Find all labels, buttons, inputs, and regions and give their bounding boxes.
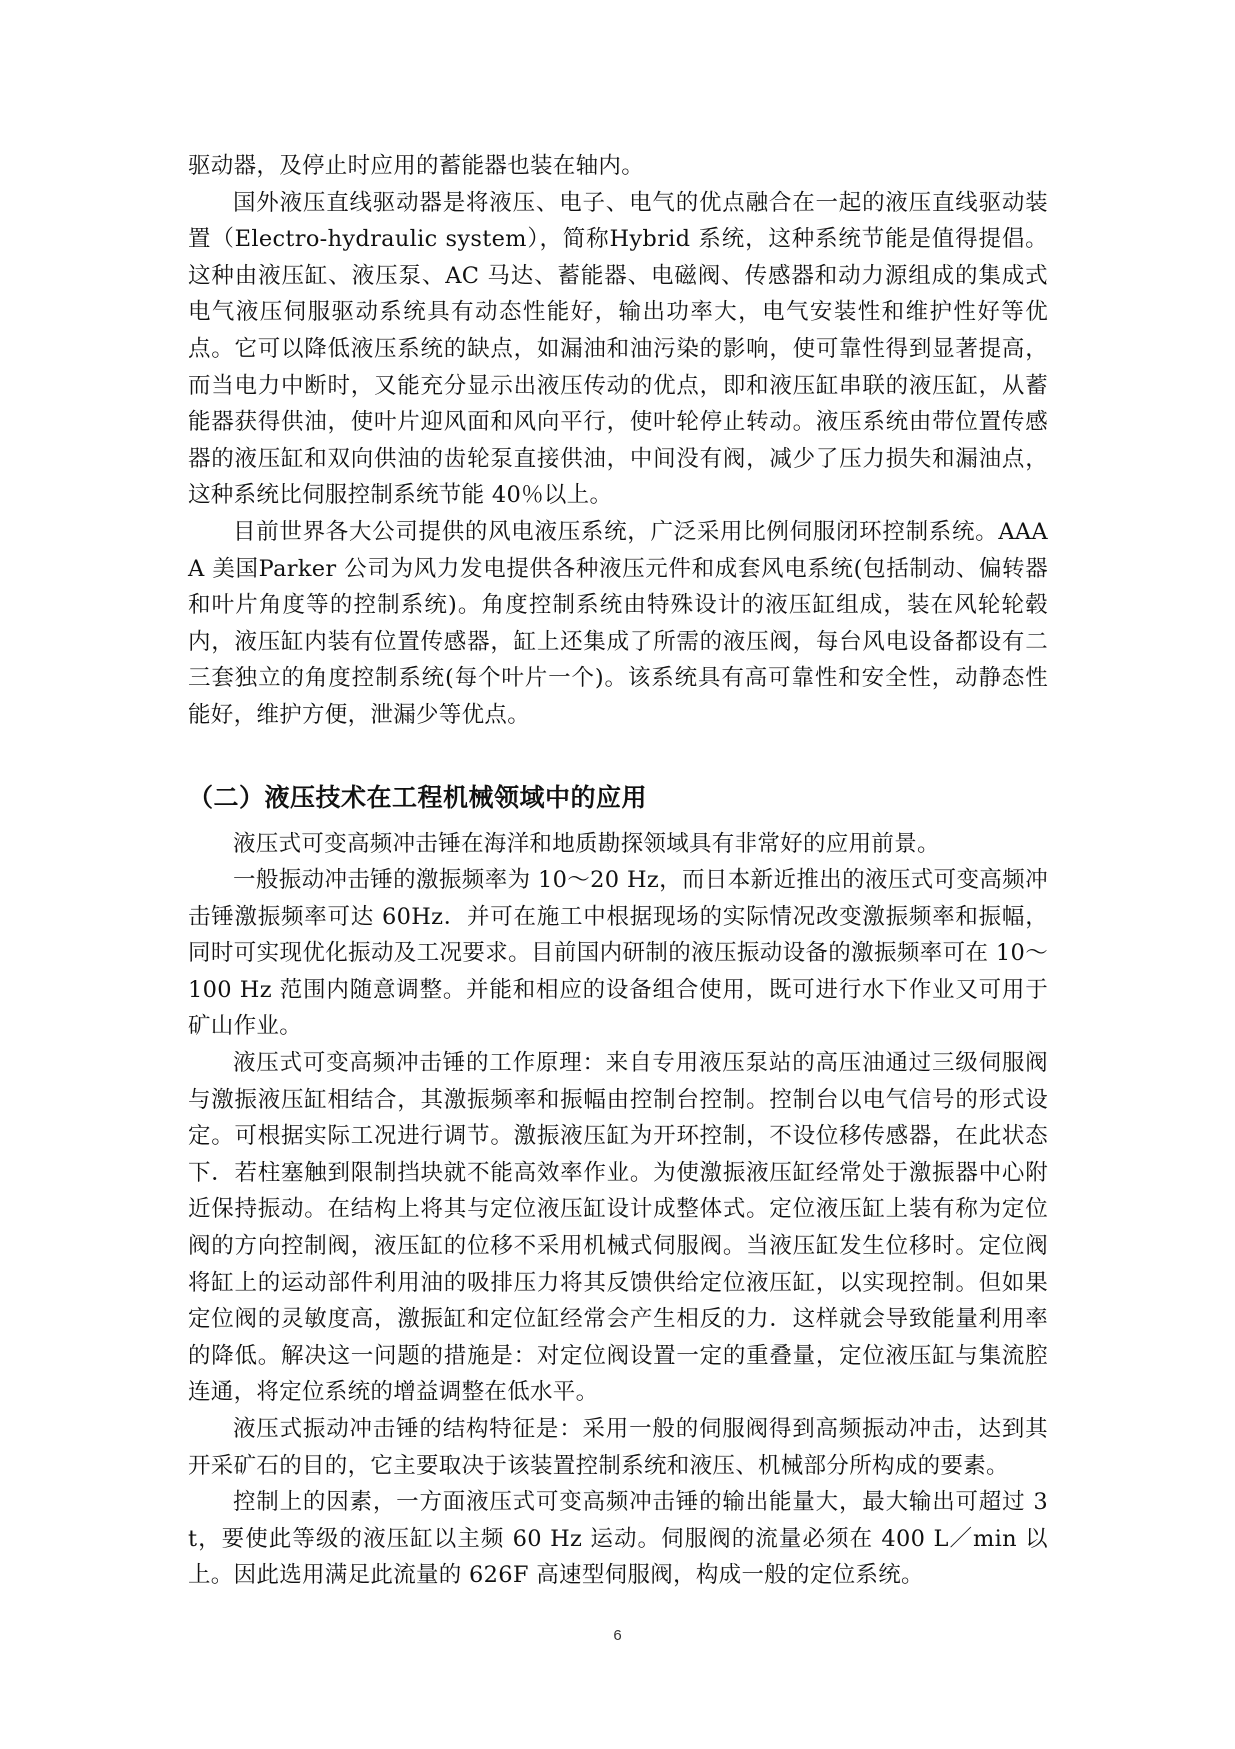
paragraph-structure: 液压式振动冲击锤的结构特征是：采用一般的伺服阀得到高频振动冲击，达到其开采矿石的目的，它主要取决于该装置控制系统和液压、机械部分所构成的要素。 [188, 1416, 1048, 1479]
paragraph-working-principle: 液压式可变高频冲击锤的工作原理：来自专用液压泵站的高压油通过三级伺服阀与激振液压缸相结合，其激振频率和振幅由控制台控制。控制台以电气信号的形式设定。可根据实际工况进行调节。激振液压缸为开环控制，不设位移传感器，在此状态下．若柱塞触到限制挡块就不能高效率作业。为使激振液压缸经常处于激振器中心附近保持振动。在结构上将其与定位液压缸设计成整体式。定位液压缸上装有称为定位阀的方向控制阀，液压缸的位移不采用机械式伺服阀。当液压缸发生位移时。定位阀将缸上的运动部件利用油的吸排压力将其反馈供给定位液压缸，以实现控制。但如果定位阀的灵敏度高，激振缸和定位缸经常会产生相反的力．这样就会导致能量利用率的降低。解决这一问题的措施是：对定位阀设置一定的重叠量，定位液压缸与集流腔连通，将定位系统的增益调整在低水平。 [188, 1050, 1048, 1406]
paragraph-continuation: 驱动器，及停止时应用的蓄能器也装在轴内。 [188, 153, 645, 179]
page-content [188, 148, 1048, 1594]
paragraph-control-factors: 控制上的因素，一方面液压式可变高频冲击锤的输出能量大，最大输出可超过 3 t，要使此等级的液压缸以主频 60 Hz 运动。伺服阀的流量必须在 400 L／min 以上。因此选用满足此流量的 626F 高速型伺服阀，构成一般的定位系统。 [188, 1489, 1048, 1589]
paragraph-hybrid-system: 国外液压直线驱动器是将液压、电子、电气的优点融合在一起的液压直线驱动装置（Electro-hydraulic system），简称Hybrid 系统，这种系统节能是值得提倡。这种由液压缸、液压泵、AC 马达、蓄能器、电磁阀、传感器和动力源组成的集成式电气液压伺服驱动系统具有动态性能好，输出功率大，电气安装性和维护性好等优点。它可以降低液压系统的缺点，如漏油和油污染的影响，使可靠性得到显著提高，而当电力中断时，又能充分显示出液压传动的优点，即和液压缸串联的液压缸，从蓄能器获得供油，使叶片迎风面和风向平行，使叶轮停止转动。液压系统由带位置传感器的液压缸和双向供油的齿轮泵直接供油，中间没有阀，减少了压力损失和漏油点，这种系统比伺服控制系统节能 40％以上。 [188, 189, 1048, 509]
section-heading: （二）液压技术在工程机械领域中的应用 [188, 782, 648, 812]
paragraph-wind-power: 目前世界各大公司提供的风电液压系统，广泛采用比例伺服闭环控制系统。AAAA 美国Parker 公司为风力发电提供各种液压元件和成套风电系统(包括制动、偏转器和叶片角度等的控制系统)。角度控制系统由特殊设计的液压缸组成，装在风轮轮毂内，液压缸内装有位置传感器，缸上还集成了所需的液压阀，每台风电设备都设有二三套独立的角度控制系统(每个叶片一个)。该系统具有高可靠性和安全性，动静态性能好，维护方便，泄漏少等优点。 [188, 518, 1048, 728]
paragraph-frequency: 一般振动冲击锤的激振频率为 10～20 Hz，而日本新近推出的液压式可变高频冲击锤激振频率可达 60Hz．并可在施工中根据现场的实际情况改变激振频率和振幅，同时可实现优化振动及工况要求。目前国内研制的液压振动设备的激振频率可在 10～100 Hz 范围内随意调整。并能和相应的设备组合使用，既可进行水下作业又可用于矿山作业。 [188, 867, 1048, 1040]
page-number: 6 [613, 1627, 622, 1644]
paragraph-impact-hammer-intro: 液压式可变高频冲击锤在海洋和地质勘探领域具有非常好的应用前景。 [233, 830, 940, 857]
